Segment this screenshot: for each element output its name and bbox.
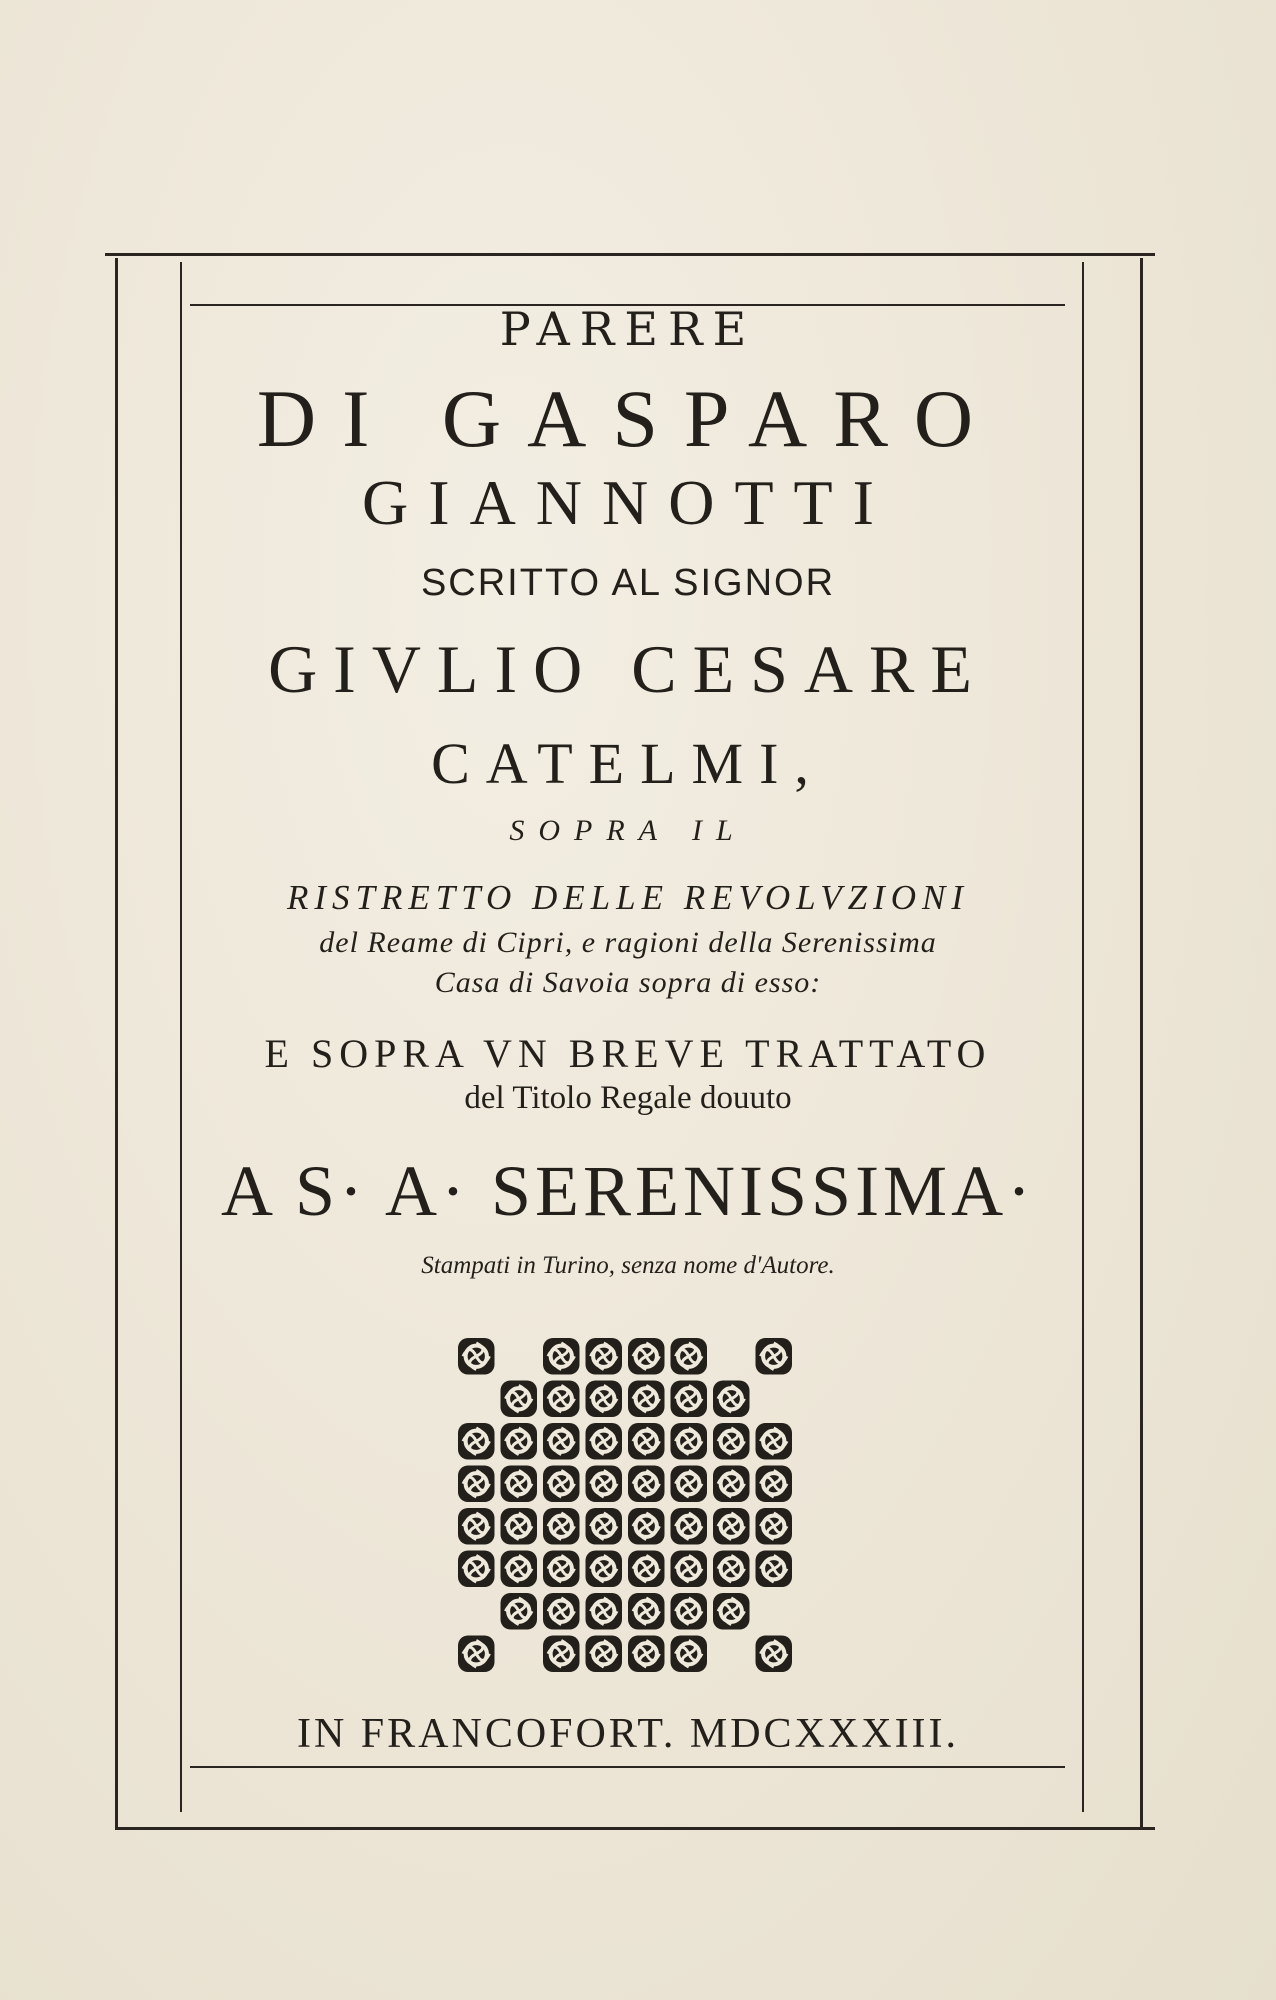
fleuron-tile: [501, 1508, 538, 1545]
fleuron-tile: [756, 1551, 793, 1588]
fleuron-tile: [713, 1593, 750, 1630]
fleuron-tile: [501, 1423, 538, 1460]
frame-right-inner-rule: [1082, 262, 1084, 1812]
fleuron-tile: [458, 1551, 495, 1588]
fleuron-tile: [713, 1551, 750, 1588]
fleuron-tile: [671, 1466, 708, 1503]
fleuron-tile: [628, 1593, 665, 1630]
title-parere: PARERE: [499, 302, 757, 356]
fleuron-tile: [543, 1338, 580, 1375]
fleuron-tile: [671, 1423, 708, 1460]
title-sopra-il: SOPRA IL: [509, 814, 747, 847]
woodcut-fleuron-ornament-icon: [455, 1335, 795, 1675]
fleuron-tile: [543, 1551, 580, 1588]
fleuron-tile: [586, 1423, 623, 1460]
imprint: IN FRANCOFORT. MDCXXXIII.: [296, 1711, 960, 1757]
title-printing-note: Stampati in Turino, senza nome d'Autore.: [421, 1252, 835, 1279]
fleuron-tile: [458, 1636, 495, 1673]
fleuron-tile: [586, 1508, 623, 1545]
fleuron-tile: [586, 1551, 623, 1588]
fleuron-tile: [543, 1508, 580, 1545]
fleuron-tile: [628, 1423, 665, 1460]
fleuron-tile: [501, 1466, 538, 1503]
fleuron-tile: [458, 1466, 495, 1503]
title-subject-detail-1: del Reame di Cipri, e ragioni della Serenissima: [319, 926, 937, 959]
fleuron-tile: [543, 1636, 580, 1673]
fleuron-tile: [756, 1338, 793, 1375]
frame-right-outer-rule: [1140, 258, 1143, 1828]
fleuron-tile: [543, 1593, 580, 1630]
fleuron-tile: [671, 1593, 708, 1630]
fleuron-tile: [586, 1338, 623, 1375]
fleuron-tile: [501, 1593, 538, 1630]
fleuron-tile: [713, 1381, 750, 1418]
fleuron-tile: [586, 1381, 623, 1418]
fleuron-tile: [628, 1466, 665, 1503]
fleuron-tile: [543, 1381, 580, 1418]
frame-bottom-inner-rule: [190, 1766, 1065, 1768]
fleuron-tile: [458, 1508, 495, 1545]
fleuron-tile: [671, 1551, 708, 1588]
title-subject-detail-2: Casa di Savoia sopra di esso:: [434, 966, 822, 999]
fleuron-tile: [501, 1381, 538, 1418]
title-dedication: A S· A· SERENISSIMA·: [220, 1151, 1036, 1231]
fleuron-tile: [628, 1338, 665, 1375]
title-subject: RISTRETTO DELLE REVOLVZIONI: [286, 878, 970, 917]
fleuron-tile: [628, 1551, 665, 1588]
title-author-last: GIANNOTTI: [362, 467, 894, 538]
fleuron-tile: [586, 1593, 623, 1630]
fleuron-tile: [458, 1423, 495, 1460]
title-treatise: E SOPRA VN BREVE TRATTATO: [264, 1031, 992, 1076]
fleuron-tile: [501, 1551, 538, 1588]
title-addressed-to: SCRITTO AL SIGNOR: [420, 562, 836, 604]
fleuron-tile: [628, 1636, 665, 1673]
fleuron-tile: [713, 1508, 750, 1545]
fleuron-tile: [756, 1466, 793, 1503]
title-recipient-first: GIVLIO CESARE: [268, 631, 988, 707]
fleuron-tile: [756, 1508, 793, 1545]
fleuron-tile: [671, 1338, 708, 1375]
fleuron-tile: [543, 1466, 580, 1503]
fleuron-tile: [713, 1423, 750, 1460]
title-author-first: DI GASPARO: [256, 373, 1000, 464]
fleuron-tile: [671, 1381, 708, 1418]
fleuron-tile: [671, 1636, 708, 1673]
frame-top-outer-rule: [105, 253, 1155, 256]
title-treatise-detail: del Titolo Regale douuto: [464, 1080, 792, 1116]
fleuron-tile: [586, 1636, 623, 1673]
fleuron-tile: [543, 1423, 580, 1460]
fleuron-tile: [586, 1466, 623, 1503]
fleuron-tile: [628, 1381, 665, 1418]
fleuron-tile: [756, 1423, 793, 1460]
frame-bottom-outer-rule: [115, 1827, 1155, 1830]
fleuron-tile: [628, 1508, 665, 1545]
fleuron-tile: [671, 1508, 708, 1545]
frame-left-inner-rule: [180, 262, 182, 1812]
frame-left-outer-rule: [115, 258, 118, 1828]
fleuron-tile: [756, 1636, 793, 1673]
title-recipient-last: CATELMI,: [431, 731, 825, 796]
fleuron-tile: [713, 1466, 750, 1503]
fleuron-tile: [458, 1338, 495, 1375]
